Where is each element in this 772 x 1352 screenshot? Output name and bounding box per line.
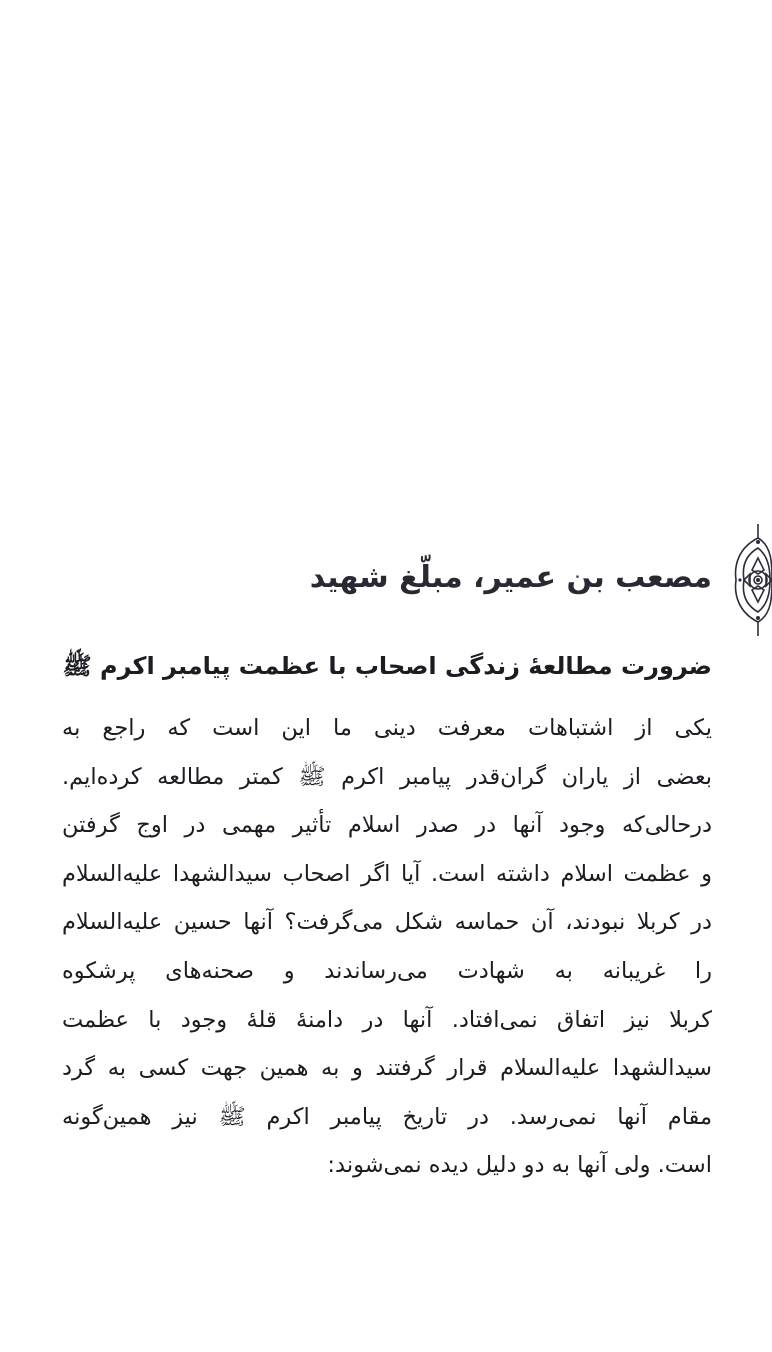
paragraph-line: کربلا نیز اتفاق نمی‌افتاد. آنها در دامنهٔ قلهٔ وجود با عظمت [62,1006,712,1033]
paragraph-line: است. ولی آنها به دو دلیل دیده نمی‌شوند: [327,1152,712,1179]
paragraph-line: مقام آنها نمی‌رسد. در تاریخ پیامبر اکرم ﷺ نیز همین‌گونه [62,1103,712,1130]
paragraph-line: در کربلا نبودند، آن حماسه شکل می‌گرفت؟ آنها حسین علیه‌السلام [62,909,712,936]
section-heading: ضرورت مطالعهٔ زندگی اصحاب با عظمت پیامبر اکرم ﷺ [62,652,712,680]
paragraph-line: درحالی‌که وجود آنها در صدر اسلام تأثیر مهمی در اوج گرفتن [62,812,712,839]
paragraph-line: و عظمت اسلام داشته است. آیا اگر اصحاب سیدالشهدا علیه‌السلام [62,860,712,887]
paragraph-line: سیدالشهدا علیه‌السلام قرار گرفتند و به همین جهت کسی به گرد [62,1055,712,1082]
paragraph-line: بعضی از یاران گران‌قدر پیامبر اکرم ﷺ کمتر مطالعه کرده‌ایم. [62,763,712,790]
paragraph-line: را غریبانه به شهادت می‌رساندند و صحنه‌های پرشکوه [62,957,712,984]
body-paragraph [62,704,712,1190]
paragraph-line: یکی از اشتباهات معرفت دینی ما این است که راجع به [62,715,712,741]
chapter-title: مصعب بن عمیر، مبلّغ شهید [309,560,712,595]
arabesque-ornament-icon [728,522,772,638]
